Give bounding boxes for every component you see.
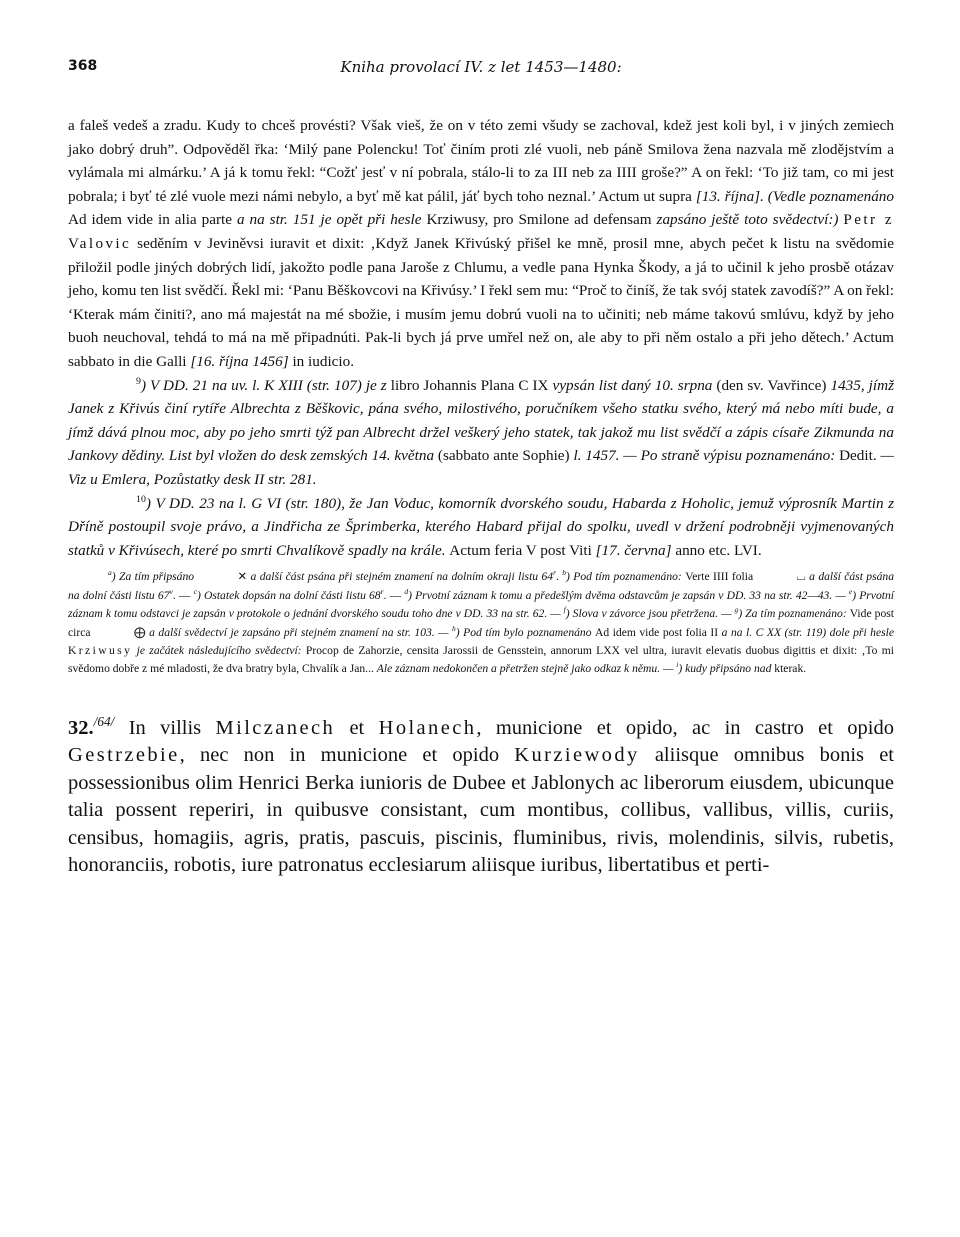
note-9: $^9$) V DD. 21 na uv. l. K XIII (str. 107) je z libro Johannis Plana C IX vypsán list daný 10. srpna (den sv. Vavřince) 1435, jímž Janek z Křivús činí rytíře Albrechta z Běškovic, pána svého, milostivého, poručníkem všeho statku svého, který má nebo míti bude, a jímž dává plnou moc, aby po jeho smrti týž pan Albrecht držel veškerý jeho statek, tak jakož mu list svědčí a zápis císaře Zikmunda na Jankovy dědiny. List byl vložen do desk zemských 14. května (sabbato ante Sophie) l. 1457. — Po straně výpisu poznamenáno: Dedit. — Viz u Emlera, Pozůstatky desk II str. 281. [68,375,894,488]
main-text [68,114,894,562]
note-10: $^{10}$) V DD. 23 na l. G VI (str. 180), že Jan Voduc, komorník dvorského soudu, Habarda z Hoholic, jemuž výprosník Martin z Dříně postoupil svoje právo, a Jindřicha ze Šprimberka, kterého Habard přijal do spolku, uvedl v držení podrobněji vyjmenovaných statků v Křivúsech, které po smrti Chvalíkově spadly na krále. Actum feria V post Viti [17. června] anno etc. LVI. [68,493,894,559]
entry-ref: /64/ [93,713,115,729]
page-header [68,58,894,82]
page-number: 368 [68,58,98,74]
body-paragraph: a faleš vedeš a zradu. Kudy to chceš provésti? Však vieš, že on v této zemi všudy se zachoval, kdež jest koli byl, i v jiných zemiech jako dobrý druh”. Odpověděl řka: ‘Milý pane Polencku! Toť činím proti zlé vuoli, neb páně Smilova žena nazvala mě zlodějstvím a vylámala mi almárku.’ A já k tomu řekl: “Cožť jesť v ní pobrala, stálo-li to za III neb za IIII groše?” A on řekl: ‘To již tam, co mi jest pobrala; i byť té zlé vuole mezi námi nebylo, a byť mě kat pálil, jáť bych toho neznal.’ Actum ut supra [13. října]. (Vedle poznamenáno Ad idem vide in alia parte a na str. 151 je opět při hesle Krziwusy, pro Smilone ad defensam zapsáno ještě toto svědectví:) Petr z Valovic seděním v Jeviněvsi iuravit et dixit: ‚Když Janek Křivúský přišel ke mně, prosil mne, abych pečet k listu na svědomie přiložil podle jiných dobrých lidí, jakožto podle pana Jaroše z Chlumu, a vedle pana Hynka Škody, a já to učinil k jeho prosbě otázav jeho, komu ten list svědčí. Řekl mi: ‘Panu Běškovcovi na Křivúsy.’ I řekl sem mu: “Proč to činíš, že tak svój statek zavodíš?” A on řekl: ‘Kterak mám činiti?, ano má majestát na mé sbožie, i musím jemu dobrú vuoli na to učiniti; neb máme takovú smlúvu, když by jeho buoh neuchoval, tehdá to má na mě připadnúti. Pak-li bych já prve umřel než on, ale aby to při něm ostalo a při jeho dětech.’ Actum sabbato in die Galli [16. října 1456] in iudicio. [68,117,894,370]
entry-number: 32. [68,716,94,739]
cross-mark-icon: ✕ [237,570,248,584]
entry-32: 32.$^{/64/}$ In villis Milczanech et Holanech, municione et opido, ac in castro et opido Gestrzebie, nec non in municione et opido Kurziewody aliisque omnibus bonis et possessionibus olim Henrici Berka iunioris de Dubee et Jablonych ac liberorum eiusdem, ubicunque talia possent reperiri, in quibusve consistant, cum montibus, collibus, vallibus, villis, curiis, censibus, homagiis, agris, pratis, pascuis, piscinis, fluminibus, rivis, molendinis, silvis, rubetis, honoranciis, robotis, iure patronatus ecclesiarum aliisque iuribus, libertatibus et perti- [68,713,895,877]
running-title: Kniha provolací IV. z let 1453—1480: [340,58,622,76]
footnotes: $^a$) Za tím připsáno ✕ a další část psána při stejném znamení na dolním okraji listu 64$^r$. $^b$) Pod tím poznamenáno: Verte IIII folia ⌴ a další část psána na dolní části listu 67$^v$. — $^c$) Ostatek dopsán na dolní části listu 68$^r$. — $^d$) Prvotní záznam k tomu a předešlým dvěma odstavcům je zapsán v DD. 33 na str. 42—43. — $^e$) Prvotní záznam k tomu odstavci je zapsán v protokole o jednání dvorského soudu toho dne v DD. 33 na str. 62. — $^f$) Slova v závorce jsou přetržena. — $^g$) Za tím poznamenáno: Vide post circa ⨁ a další svědectví je zapsáno při stejném znamení na str. 103. — $^h$) Pod tím bylo poznamenáno Ad idem vide post folia II a na l. C XX (str. 119) dole při hesle Krziwusy je začátek následujícího svědectví: Procop de Zahorzie, censita Jarossii de Gensstein, annorum LXX vel ultra, iuravit elevatis duobus digittis et dixit: ‚To mi svědomo dobře z mé mladosti, že dva bratry byla, Chvalík a Jan... Ale záznam nedokončen a přetržen stejně jako odkaz k němu. — $^i$) kudy připsáno nad kterak. [68,568,894,676]
hook-mark-icon: ⌴ [796,570,806,584]
circle-cross-icon: ⨁ [134,625,146,639]
page [68,58,894,880]
